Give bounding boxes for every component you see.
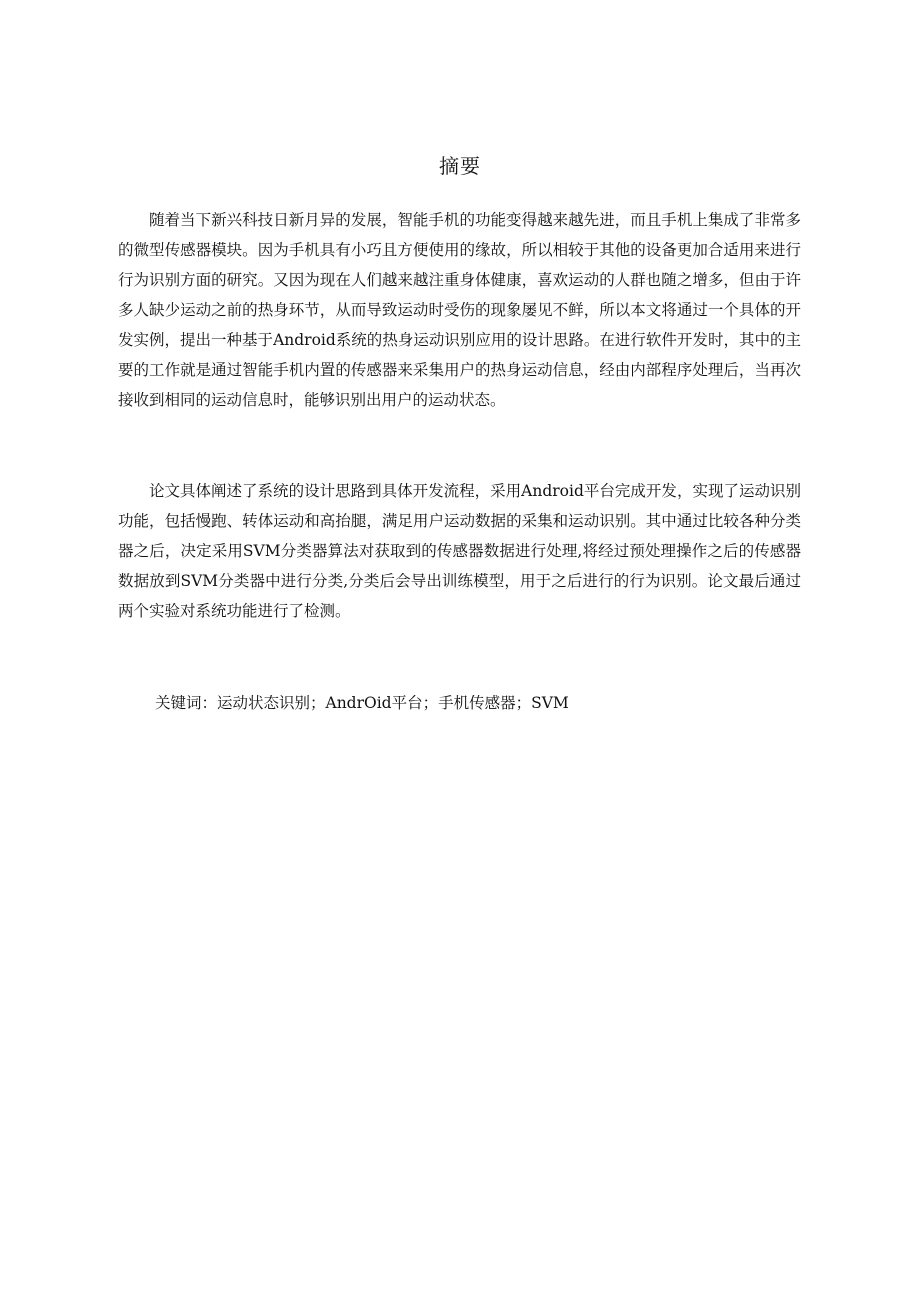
abstract-paragraph-1: 随着当下新兴科技日新月异的发展，智能手机的功能变得越来越先进，而且手机上集成了非常多的微型传感器模块。因为手机具有小巧且方便使用的缘故，所以相较于其他的设备更加合适用来进行行为识别方面的研究。又因为现在人们越来越注重身体健康，喜欢运动的人群也随之增多，但由于许多人缺少运动之前的热身环节，从而导致运动时受伤的现象屡见不鲜，所以本文将通过一个具体的开发实例，提出一种基于Android系统的热身运动识别应用的设计思路。在进行软件开发时，其中的主要的工作就是通过智能手机内置的传感器来采集用户的热身运动信息，经由内部程序处理后，当再次接收到相同的运动信息时，能够识别出用户的运动状态。 [118, 211, 801, 409]
page-title: 摘要 [439, 154, 481, 178]
abstract-paragraph-2: 论文具体阐述了系统的设计思路到具体开发流程，采用Android平台完成开发，实现了运动识别功能，包括慢跑、转体运动和高抬腿，满足用户运动数据的采集和运动识别。其中通过比较各种分类器之后，决定采用SVM分类器算法对获取到的传感器数据进行处理,将经过预处理操作之后的传感器数据放到SVM分类器中进行分类,分类后会导出训练模型，用于之后进行的行为识别。论文最后通过两个实验对系统功能进行了检测。 [118, 482, 801, 620]
keywords-line: 关键词：运动状态识别；AndrOid平台；手机传感器；SVM [155, 694, 569, 712]
